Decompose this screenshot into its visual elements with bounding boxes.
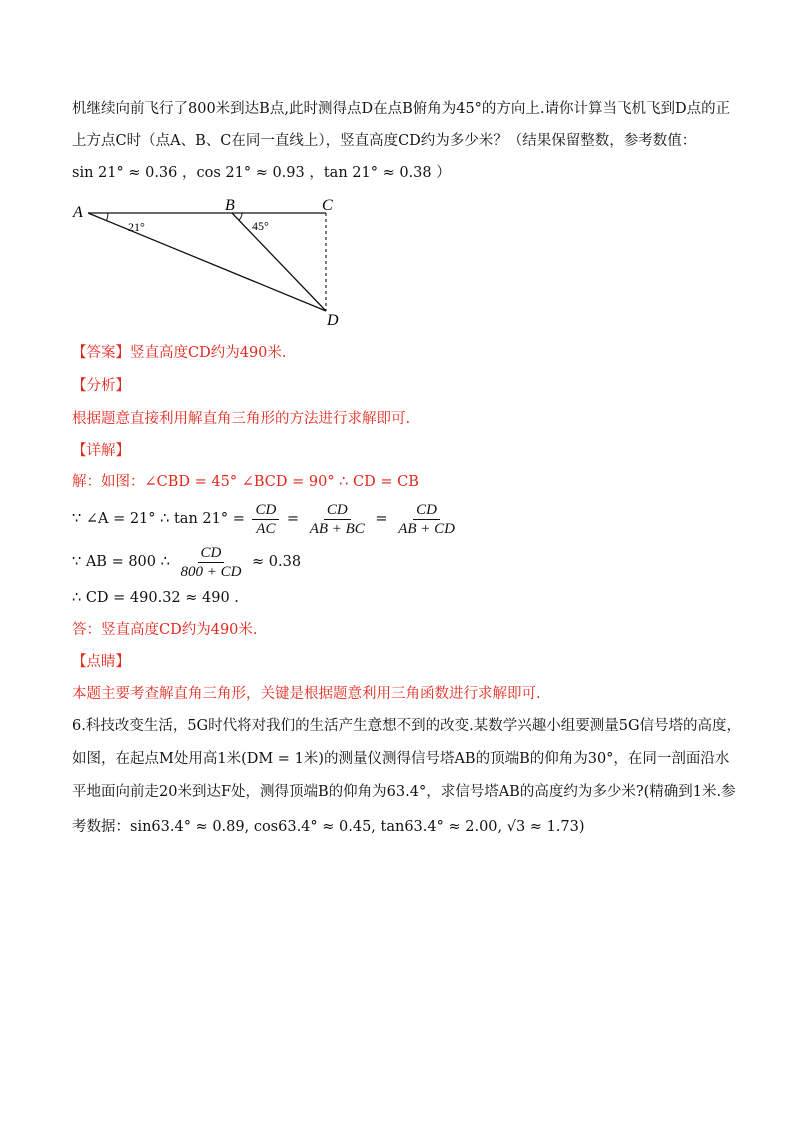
angle-label-b: 45°	[252, 219, 269, 233]
detail-step1: 解：如图：∠CBD = 45° ∠BCD = 90° ∴ CD = CB	[72, 474, 419, 490]
fraction-denominator: AB + CD	[398, 520, 455, 537]
answer-line	[72, 343, 732, 363]
problem6-line4: 考数据：sin63.4° ≈ 0.89, cos63.4° ≈ 0.45, tan63.4° ≈ 2.00, √3 ≈ 1.73)	[72, 819, 585, 835]
fraction-cd-over-800-plus-cd	[177, 544, 244, 581]
step3-prefix: ∵ AB = 800 ∴	[72, 554, 170, 570]
problem6-line2: 如图，在起点M处用高1米(DM = 1米)的测量仪测得信号塔AB的顶端B的仰角为30°，在同一剖面沿水	[72, 751, 730, 767]
detail-step4: ∴ CD = 490.32 ≈ 490 .	[72, 590, 239, 606]
fraction-numerator: CD	[324, 501, 351, 520]
fraction-numerator: CD	[252, 501, 279, 520]
comment-tag: 【点睛】	[72, 654, 130, 670]
step3-suffix: ≈ 0.38	[252, 554, 302, 570]
problem5-line2: 上方点C时（点A、B、C在同一直线上），竖直高度CD约为多少米？（结果保留整数，参考数值：	[72, 133, 697, 149]
fraction-cd-over-ac	[252, 501, 279, 538]
answer-text: 竖直高度CD约为490米.	[130, 345, 287, 361]
label-d: D	[327, 312, 339, 328]
problem5-line3: sin 21° ≈ 0.36 ，cos 21° ≈ 0.93 ，tan 21° ≈ 0.38 ）	[72, 165, 451, 181]
detail-step2: ∵ ∠A = 21° ∴ tan 21° = $\frac{CD}{AC}$ = $\frac{CD}{AB + BC}$ = $\frac{CD}{AB + CD}$	[72, 500, 732, 538]
problem5-line1: 机继续向前飞行了800米到达B点,此时测得点D在点B俯角为45°的方向上.请你计算当飞机飞到D点的正	[72, 101, 731, 117]
label-c: C	[322, 198, 333, 214]
detail-step3	[72, 543, 732, 581]
problem6-line3: 平地面向前走20米到达F处，测得顶端B的仰角为63.4°，求信号塔AB的高度约为多少米?(精确到1米.参	[72, 784, 736, 800]
label-a: A	[73, 204, 83, 221]
fraction-cd-over-ab-plus-bc	[307, 501, 368, 538]
fraction-denominator: 800 + CD	[180, 563, 242, 580]
angle-arc-a	[107, 213, 109, 221]
fraction-denominator: AB + BC	[309, 520, 365, 537]
analysis-tag: 【分析】	[72, 378, 130, 394]
fraction-numerator: CD	[198, 544, 225, 563]
angle-label-a: 21°	[128, 220, 145, 234]
geometry-diagram	[70, 198, 370, 328]
answer-tag: 【答案】	[72, 345, 130, 361]
detail-conclusion: 答：竖直高度CD约为490米.	[72, 622, 258, 638]
detail-tag: 【详解】	[72, 443, 130, 459]
fraction-denominator: AC	[256, 520, 276, 537]
segment-bd	[232, 213, 326, 311]
fraction-cd-over-ab-plus-cd	[395, 501, 458, 538]
comment-text: 本题主要考查解直角三角形，关键是根据题意利用三角函数进行求解即可.	[72, 686, 541, 702]
angle-arc-b	[239, 213, 242, 220]
segment-ad	[88, 213, 326, 311]
label-b: B	[225, 198, 235, 214]
fraction-numerator: CD	[413, 501, 440, 520]
problem6-line1: 6.科技改变生活，5G时代将对我们的生活产生意想不到的改变.某数学兴趣小组要测量5G信号塔的高度，	[72, 718, 742, 734]
step2-prefix: ∵ ∠A = 21° ∴ tan 21° =	[72, 511, 245, 527]
analysis-text: 根据题意直接利用解直角三角形的方法进行求解即可.	[72, 411, 411, 427]
